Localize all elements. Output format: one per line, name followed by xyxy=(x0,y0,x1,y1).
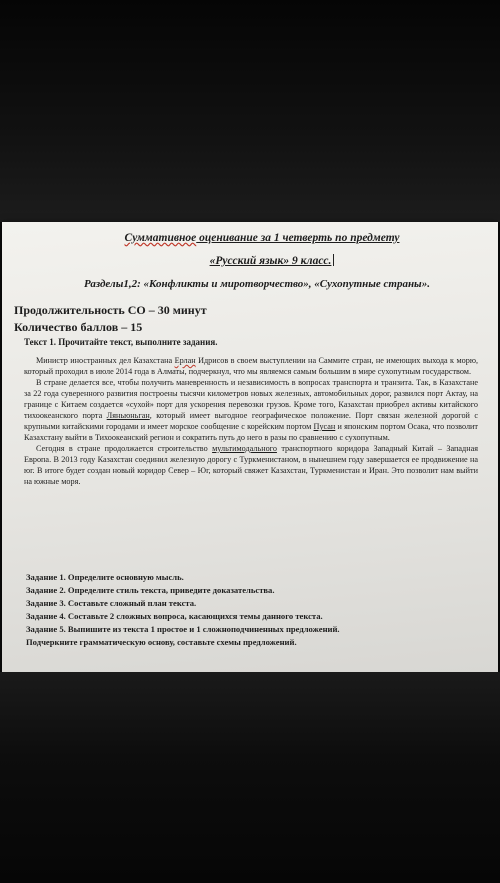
photo-background-top xyxy=(0,0,500,222)
task-1: Задание 1. Определите основную мысль. xyxy=(26,572,184,582)
sections-heading: Разделы1,2: «Конфликты и миротворчество», «Сухопутные страны». xyxy=(84,278,430,290)
reading-text xyxy=(24,355,478,487)
task-5: Задание 5. Выпишите из текста 1 простое и 1 сложноподчиненных предложений. xyxy=(26,624,340,634)
name-erlan: Ерлан xyxy=(174,356,196,365)
paragraph-1 xyxy=(24,355,478,377)
task-2: Задание 2. Определите стиль текста, приведите доказательства. xyxy=(26,585,275,595)
points-label: Количество баллов – 15 xyxy=(14,320,143,334)
task-5-continuation: Подчеркните грамматическую основу, составьте схемы предложений. xyxy=(26,637,297,647)
title-line1-rest: оценивание за 1 четверть по предмету xyxy=(196,232,400,244)
title-subject: «Русский язык» 9 класс. xyxy=(209,255,332,267)
document-title-line1 xyxy=(62,232,462,244)
paragraph-3-start: Сегодня в стране продолжается строительство xyxy=(36,444,213,453)
text-title: Текст 1. Прочитайте текст, выполните задания. xyxy=(24,337,218,347)
paragraph-2 xyxy=(24,377,478,443)
document-sheet xyxy=(2,222,498,672)
port-pusan: Пусан xyxy=(313,422,336,431)
paragraph-2-end: и японским портом Осака, что позволит Казахстану выйти в Тихоокеанский регион и сократить путь до него в разы по сравнению с сухопутным. xyxy=(24,422,479,442)
title-word-summative: Суммативное xyxy=(124,232,197,244)
task-4: Задание 4. Составьте 2 сложных вопроса, касающихся темы данного текста. xyxy=(26,611,323,621)
paragraph-2-middle: , который имеет выгодное географическое положение. Порт связан железной дорогой с крупными китайскими городами и имеет морское сообщение с корейским портом xyxy=(24,411,479,431)
task-3: Задание 3. Составьте сложный план текста. xyxy=(26,598,197,608)
paragraph-1-end: Идрисов в своем выступлении на Саммите стран, не имеющих выхода к морю, который проходил в июле 2014 года в Алматы, подчеркнул, что мы являемся самым большим в мире сухопутным государством. xyxy=(24,356,478,376)
duration-label: Продолжительность СО – 30 минут xyxy=(14,303,207,317)
paragraph-3 xyxy=(24,443,478,487)
task-list xyxy=(26,571,486,649)
paragraph-1-start: Министр иностранных дел Казахстана xyxy=(36,356,175,365)
word-multimodal: мультимодального xyxy=(212,444,277,453)
document-title-line2 xyxy=(122,254,422,267)
photo-background-bottom xyxy=(0,672,500,883)
text-cursor-icon xyxy=(333,254,334,266)
paragraph-3-end: транспортного коридора Западный Китай – Западная Европа. В 2013 году Казахстан соединил железную дорогу с Туркменистаном, в нынешнем году завершается ее продвижение на юг. В итоге будет создан новый коридор Север – Юг, который свяжет Казахстан, Туркменистан и Иран. Это позволит нам выйти на южные моря. xyxy=(24,444,478,486)
port-lianyungang: Ляньюньган xyxy=(106,411,150,420)
paragraph-2-start: В стране делается все, чтобы получить маневренность и независимость в вопросах транспорта и транзита. Так, в Казахстане за 22 года суверенного развития построены тысячи километров новых железных, автомобильных дорог, развился порт Актау, на границе с Китаем создается «сухой» порт для ускорения перевозки грузов. Кроме того, Казахстан приобрел активы китайского тихоокеанского порта xyxy=(24,378,478,420)
